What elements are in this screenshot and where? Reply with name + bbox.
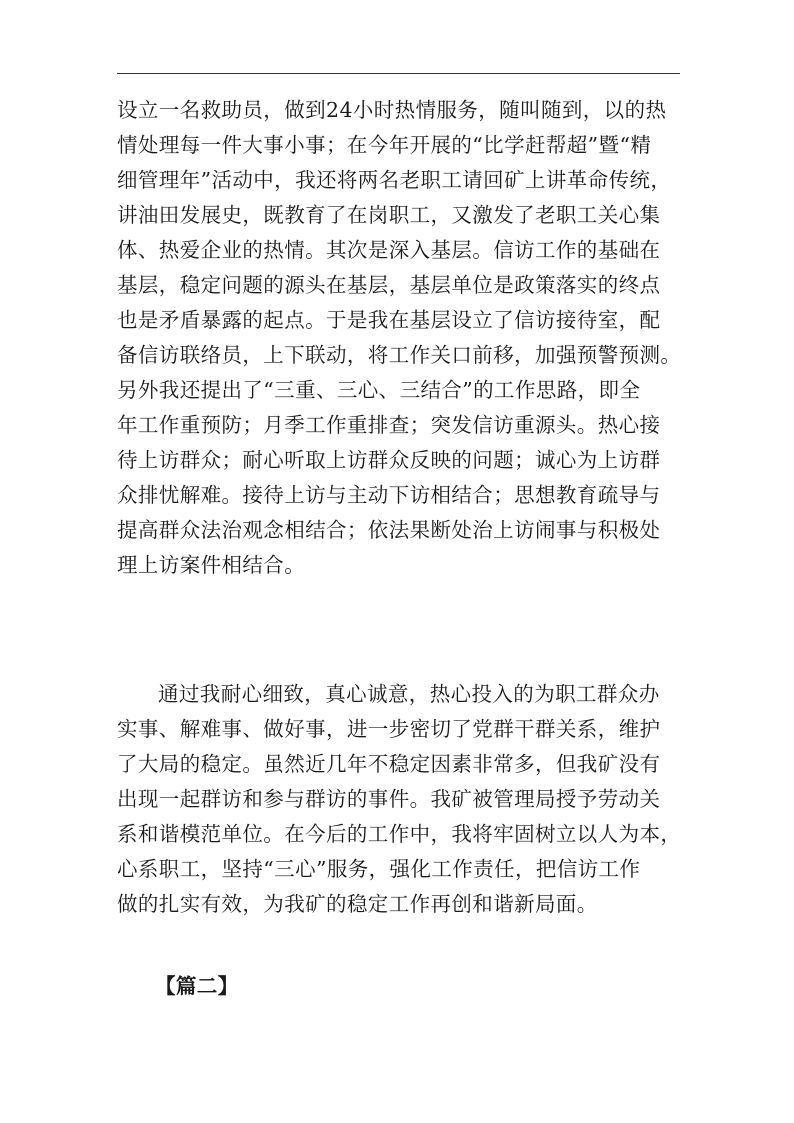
paragraph-line: 讲油田发展史，既教育了在岗职工，又激发了老职工关心集 <box>117 203 661 227</box>
paragraph-line: 待上访群众；耐心听取上访群众反映的问题；诚心为上访群 <box>117 448 661 472</box>
paragraph-line: 了大局的稳定。虽然近几年不稳定因素非常多，但我矿没有 <box>117 752 661 776</box>
paragraph-line: 也是矛盾暴露的起点。于是我在基层设立了信访接待室，配 <box>117 308 661 332</box>
paragraph-line: 心系职工，坚持“三心”服务，强化工作责任，把信访工作 <box>117 857 641 881</box>
paragraph-line: 实事、解难事、做好事，进一步密切了党群干群关系，维护 <box>117 717 661 741</box>
paragraph-line: 情处理每一件大事小事；在今年开展的“比学赶帮超”暨“精 <box>117 133 652 157</box>
paragraph-line: 出现一起群访和参与群访的事件。我矿被管理局授予劳动关 <box>117 787 661 811</box>
paragraph-line: 通过我耐心细致，真心诚意，热心投入的为职工群众办 <box>158 682 660 706</box>
header-rule <box>117 73 680 74</box>
paragraph-line: 备信访联络员，上下联动，将工作关口前移，加强预警预测。 <box>117 343 682 367</box>
paragraph-line: 系和谐模范单位。在今后的工作中，我将牢固树立以人为本， <box>117 822 682 846</box>
paragraph-line: 体、热爱企业的热情。其次是深入基层。信访工作的基础在 <box>117 238 661 262</box>
paragraph-line: 提高群众法治观念相结合；依法果断处治上访闹事与积极处 <box>117 518 661 542</box>
paragraph-line: 年工作重预防；月季工作重排查；突发信访重源头。热心接 <box>117 413 661 437</box>
paragraph-2 <box>117 677 683 922</box>
paragraph-line: 设立一名救助员，做到24小时热情服务，随叫随到，以的热 <box>117 98 667 122</box>
paragraph-line: 细管理年”活动中，我还将两名老职工请回矿上讲革命传统， <box>117 168 672 192</box>
paragraph-line: 做的扎实有效，为我矿的稳定工作再创和谐新局面。 <box>117 892 598 916</box>
paragraph-line: 众排忧解难。接待上访与主动下访相结合；思想教育疏导与 <box>117 483 661 507</box>
paragraph-line: 理上访案件相结合。 <box>117 553 306 577</box>
paragraph-line: 基层，稳定问题的源头在基层，基层单位是政策落实的终点 <box>117 273 661 297</box>
paragraph-1 <box>117 93 683 583</box>
section-heading: 【篇二】 <box>155 974 239 998</box>
paragraph-line: 另外我还提出了“三重、三心、三结合”的工作思路，即全 <box>117 378 641 402</box>
